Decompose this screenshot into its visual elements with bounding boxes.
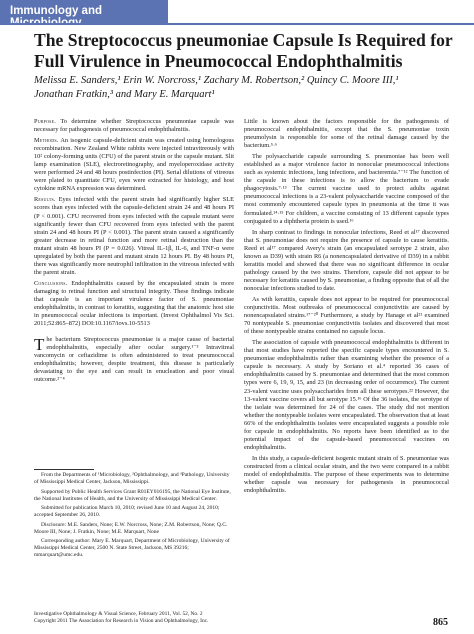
abstract-text: To determine whether Streptococcus pneumoniae capsule was necessary for pathogenesis of pneumococcal endophthalmitis. [34,118,234,134]
drop-cap: T [34,335,45,355]
article-title [34,30,454,72]
abstract-methods [34,137,234,193]
intro-paragraph [34,336,234,384]
section-tab [0,0,168,23]
footnote-affiliations: From the Departments of ¹Microbiology, ²Ophthalmology, and ³Pathology, University of Mississippi Medical Center, Jackson, Mississippi. [34,472,230,485]
title-line: The Streptococcus pneumoniae Capsule Is Required for [34,30,453,50]
abstract-text: An isogenic capsule-deficient strain was created using homologous recombination. New Zealand White rabbits were injected intravitreously with 10² colony-forming units (CFU) of the parent strain or the capsule mutant. Slit lamp examination (SLE), electroretinography, and myeloperoxidase activity were performed 24 and 48 hours postinfection (PI). Serial dilutions of vitreous were plated to quantitate CFU, eyes were extracted for histology, and host cytokine mRNA expression was determined. [34,137,234,193]
body-paragraph: The polysaccharide capsule surrounding S. pneumoniae has been well established as a major virulence factor in nonocular pneumococcal infections such as systemic infections, lung infections, and bacteremia.⁷⁻¹² The function of the capsule in these infections is to allow the bacterium to evade phagocytosis.⁷·¹³ The current vaccine used to protect adults against pneumococcal infections is a 23-valent polysaccharide vaccine composed of the most commonly encountered capsule types in pneumonia at the time it was formulated.¹⁴·¹⁵ For children, a vaccine consisting of 13 different capsule types conjugated to a diphtheria protein is used.¹⁶ [244,153,449,225]
abstract-results [34,196,234,276]
body-paragraph: As with keratitis, capsule does not appear to be required for pneumococcal conjunctivitis. Most outbreaks of pneumococcal conjunctivitis are caused by nonencapsulated strains.¹⁷⁻²⁰ Furthermore, a study by Hanage et al²¹ examined 70 nontypeable S. pneumoniae conjunctivitis isolates and discovered that most of these nontypeable strains contained no capsule locus. [244,295,449,336]
body-paragraph: In sharp contrast to findings in nonocular infections, Reed et al¹⁷ discovered that S. pneumoniae does not require the presence of capsule to cause keratitis. Reed et al¹⁷ compared Avery's strain (an encapsulated serotype 2 strain, also known as D39) with strain R6 (a nonencapsulated derivative of D39) in a rabbit keratitis model and showed that there was no significant difference in ocular pathology caused by the two strains. Therefore, capsule did not appear to be necessary for keratitis caused by S. pneumoniae, a finding opposite that of all the nonocular infections studied to date. [244,228,449,292]
right-column [244,118,449,498]
author-line: Jonathan Fratkin,³ and Mary E. Marquart¹ [34,89,215,100]
footnote-rule [34,469,94,470]
abstract-label: Conclusions. [34,279,68,287]
copyright-line: Copyright 2011 The Association for Research in Vision and Ophthalmology, Inc. [34,618,209,624]
body-paragraph: Little is known about the factors responsible for the pathogenesis of pneumococcal endophthalmitis, except that the S. pneumoniae toxin pneumolysin is responsible for some of the retinal damage caused by the bacterium.⁵·⁶ [244,118,449,150]
abstract-conclusions [34,280,234,328]
page-footer [34,611,434,625]
header-rule [0,23,474,25]
section-tab-label: Immunology and [10,5,102,17]
author-list [34,74,454,102]
journal-line: Investigative Ophthalmology & Visual Science, February 2011, Vol. 52, No. 2 [34,611,203,617]
abstract-label: Results. [34,196,56,204]
page-number: 865 [433,617,448,628]
abstract-text: Endophthalmitis caused by the encapsulated strain is more damaging to retinal function and structural integrity. These findings indicate that capsule is an important virulence factor of S. pneumoniae endophthalmitis, in contrast to keratitis, suggesting that the anatomic host site in pneumococcal ocular infections is important. (Invest Ophthalmol Vis Sci. 2011;52:865–872) DOI:10.1167/iovs.10-5513 [34,279,234,328]
intro-text: he bacterium Streptococcus pneumoniae is a major cause of bacterial endophthalmitis, especially after ocular surgery.¹⁻³ Intravitreal vancomycin or ceftazidime is often administered to treat pneumococcal endophthalmitis; however, despite treatment, this disease is particularly devastating to the eye and can result in enucleation and poor visual outcome.²⁻⁴ [34,336,234,384]
body-paragraph: In this study, a capsule-deficient isogenic mutant strain of S. pneumoniae was constructed from a clinical ocular strain, and the two were compared in a rabbit model of endophthalmitis. The purpose of these experiments was to determine whether capsule was necessary for pathogenesis in pneumococcal endophthalmitis. [244,454,449,495]
abstract-label: Methods. [34,137,59,145]
abstract-text: Eyes infected with the parent strain had significantly higher SLE scores than eyes infected with the capsule-deficient strain 24 and 48 hours PI (P < 0.001). CFU recovered from eyes infected with the capsule mutant were significantly fewer than CFU recovered from eyes infected with the parent strain 24 and 48 hours PI (P < 0.001). The parent strain caused a significantly greater decrease in retinal function and more retinal destruction than the mutant strain 48 hours PI (P = 0.026). Vitreal IL-1β, IL-6, and TNF-α were upregulated by both the parent and mutant strain 12 hours PI. By 48 hours PI, there was significantly more neutrophil infiltration in the vitreous infected with the parent strain. [34,196,234,276]
title-line: Full Virulence in Pneumococcal Endophthalmitis [34,51,403,71]
left-column [34,118,234,387]
abstract-label: Purpose. [34,118,57,125]
body-paragraph: The association of capsule with pneumococcal endophthalmitis is different in that most studies have reported the specific capsule types encountered in S. pneumoniae endophthalmitis rather than examining whether the presence of a capsule is necessary. A study by Soriano et al.⁴ reported 36 cases of endophthalmitis caused by S. pneumoniae and determined that the most common types were 6, 19, 9, 15, and 23 (in decreasing order of occurrence). The current 23-valent vaccine uses polysaccharides from all these serotypes.²² However, the 13-valent vaccine covers all but serotype 15.¹⁶ Of the 36 isolates, the serotype of the isolate was determined for 24 of the cases. The study did not mention whether the nontypeable isolates were encapsulated. The observation that at least 66% of the endophthalmitis isolates were encapsulated suggests a possible role for capsule in endophthalmitis. No reports have been identified as to the potential impact of the capsule-based pneumococcal vaccines on endophthalmitis. [244,339,449,451]
footnote-disclosure: Disclosure: M.E. Sanders, None; E.W. Norcross, None; Z.M. Robertson, None; Q.C. Moore III, None; J. Fratkin, None; M.E. Marquart, None [34,521,228,535]
footnote-dates: Submitted for publication March 10, 2010; revised June 10 and August 24, 2010; accepted September 26, 2010. [34,505,220,518]
abstract-purpose [34,118,234,134]
footnotes [34,472,234,562]
author-line: Melissa E. Sanders,¹ Erin W. Norcross,¹ Zachary M. Robertson,² Quincy C. Moore III,¹ [34,75,399,86]
footnote-support: Supported by Public Health Services Grant R01EY016195, the National Eye Institute, the National Institutes of Health, and the University of Mississippi Medical Center. [34,488,231,502]
footnote-corresponding: Corresponding author: Mary E. Marquart, Department of Microbiology, University of Mississippi Medical Center, 2500 N. State Street, Jackson, MS 39216; mmarquart@umc.edu. [34,538,230,558]
